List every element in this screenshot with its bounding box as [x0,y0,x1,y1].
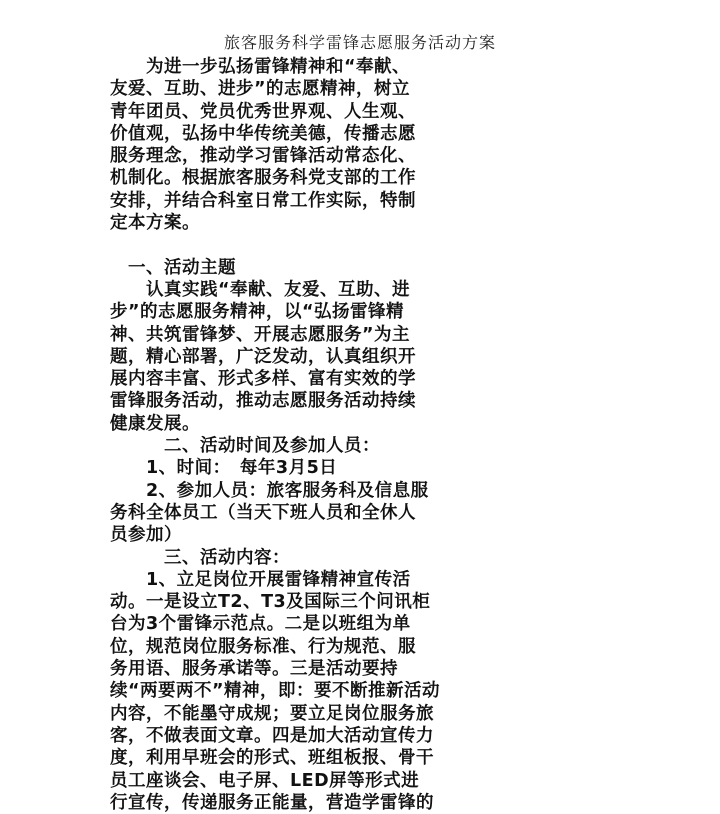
paragraph-line: 动。一是设立T2、T3及国际三个问讯柜 [110,592,431,613]
paragraph-line: 2、参加人员：旅客服务科及信息服 [110,480,429,501]
paragraph-line: 三、活动内容： [110,547,290,568]
paragraph-line: 员参加） [110,525,182,546]
paragraph-line: 为进一步弘扬雷锋精神和“奉献、 [110,57,411,77]
paragraph-line: 定本方案。 [110,213,200,234]
paragraph-line: 服务理念，推动学习雷锋活动常态化、 [110,146,416,167]
paragraph-line: 展内容丰富、形式多样、富有实效的学 [110,369,416,390]
paragraph-line: 务用语、服务承诺等。三是活动要持 [110,659,398,680]
paragraph-line: 青年团员、党员优秀世界观、人生观、 [110,101,416,122]
paragraph-line: 步”的志愿服务精神，以“弘扬雷锋精 [110,302,405,323]
paragraph-line: 度，利用早班会的形式、班组板报、骨干 [110,748,434,769]
paragraph-line: 位，规范岗位服务标准、行为规范、服 [110,636,416,657]
paragraph-line: 员工座谈会、电子屏、LED屏等形式进 [110,770,420,791]
document-title: 旅客服务科学雷锋志愿服务活动方案 [223,33,496,52]
paragraph-line: 神、共筑雷锋梦、开展志愿服务”为主 [110,324,411,345]
document-body [110,56,610,814]
paragraph-line: 认真实践“奉献、友爱、互助、进 [110,279,411,300]
paragraph-line: 客，不做表面文章。四是加大活动宣传力 [110,725,434,746]
paragraph-line: 一、活动主题 [110,257,236,278]
paragraph-line: 机制化。根据旅客服务科党支部的工作 [110,168,416,189]
paragraph-line: 健康发展。 [110,413,200,434]
paragraph-line: 雷锋服务活动，推动志愿服务活动持续 [110,391,416,412]
paragraph-line: 友爱、互助、进步”的志愿精神，树立 [110,79,411,100]
paragraph-line: 安排，并结合科室日常工作实际，特制 [110,190,416,211]
paragraph-line: 价值观，弘扬中华传统美德，传播志愿 [110,123,416,144]
paragraph-line: 台为3个雷锋示范点。二是以班组为单 [110,614,411,635]
paragraph-line: 题，精心部署，广泛发动，认真组织开 [110,346,416,367]
paragraph-line: 务科全体员工（当天下班人员和全休人 [110,502,416,523]
paragraph-line: 二、活动时间及参加人员： [110,436,380,457]
paragraph-line [110,234,610,256]
paragraph-line: 续“两要两不”精神，即：要不断推新活动 [110,681,441,702]
paragraph-line: 1、时间： 每年3月5日 [110,458,338,479]
paragraph-line: 1、立足岗位开展雷锋精神宣传活 [110,569,411,590]
paragraph-line: 行宣传，传递服务正能量，营造学雷锋的 [110,792,434,813]
paragraph-line: 内容，不能墨守成规；要立足岗位服务旅 [110,703,434,724]
